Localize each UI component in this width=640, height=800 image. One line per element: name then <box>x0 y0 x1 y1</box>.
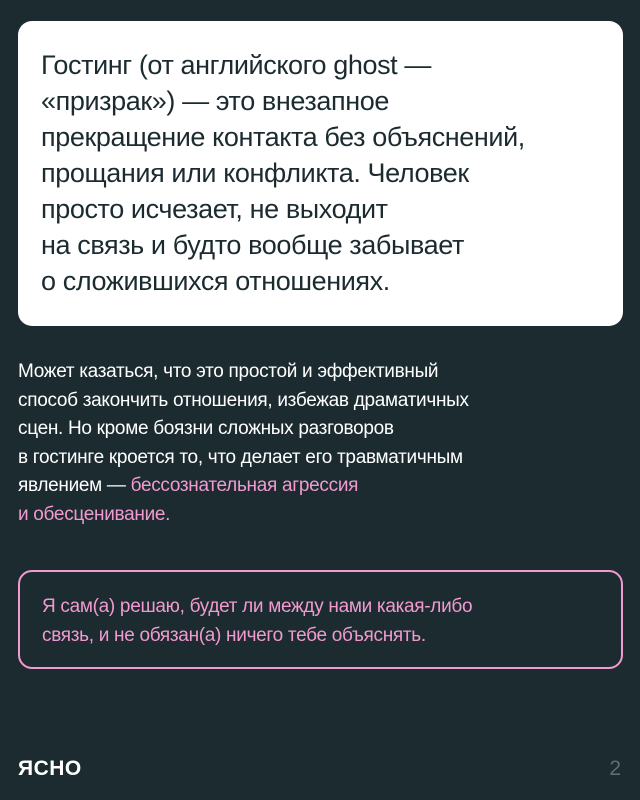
paragraph-line: в гостинге кроется то, что делает его травматичным <box>18 446 463 468</box>
quote-box <box>18 570 623 669</box>
definition-line: прощания или конфликта. Человек <box>41 158 469 188</box>
highlight-text: бессознательная агрессия <box>130 475 359 497</box>
paragraph-line: Может казаться, что это простой и эффективный <box>18 361 439 382</box>
definition-line: Гостинг (от английского ghost — <box>41 50 431 80</box>
quote-line: связь, и не обязан(а) ничего тебе объяснять. <box>42 625 426 646</box>
paragraph-line: способ закончить отношения, избежав драматичных <box>18 389 469 411</box>
highlight-text: и обесценивание. <box>18 503 171 525</box>
quote-text <box>42 592 599 650</box>
paragraph-line: явлением — <box>18 475 131 497</box>
paragraph-line: сцен. Но кроме боязни сложных разговоров <box>18 418 394 440</box>
definition-line: прекращение контакта без объяснений, <box>41 122 525 152</box>
quote-line: Я сам(а) решаю, будет ли между нами какая-либо <box>42 596 473 617</box>
definition-line: на связь и будто вообще забывает <box>41 230 464 260</box>
definition-card <box>18 21 623 326</box>
definition-text <box>41 47 601 299</box>
explanation-paragraph <box>18 358 618 530</box>
definition-line: «призрак») — это внезапное <box>41 86 389 116</box>
page-number: 2 <box>609 757 621 780</box>
definition-line: просто исчезает, не выходит <box>41 194 388 224</box>
definition-line: о сложившихся отношениях. <box>41 266 390 296</box>
brand-logo: ЯСНО <box>18 757 82 780</box>
